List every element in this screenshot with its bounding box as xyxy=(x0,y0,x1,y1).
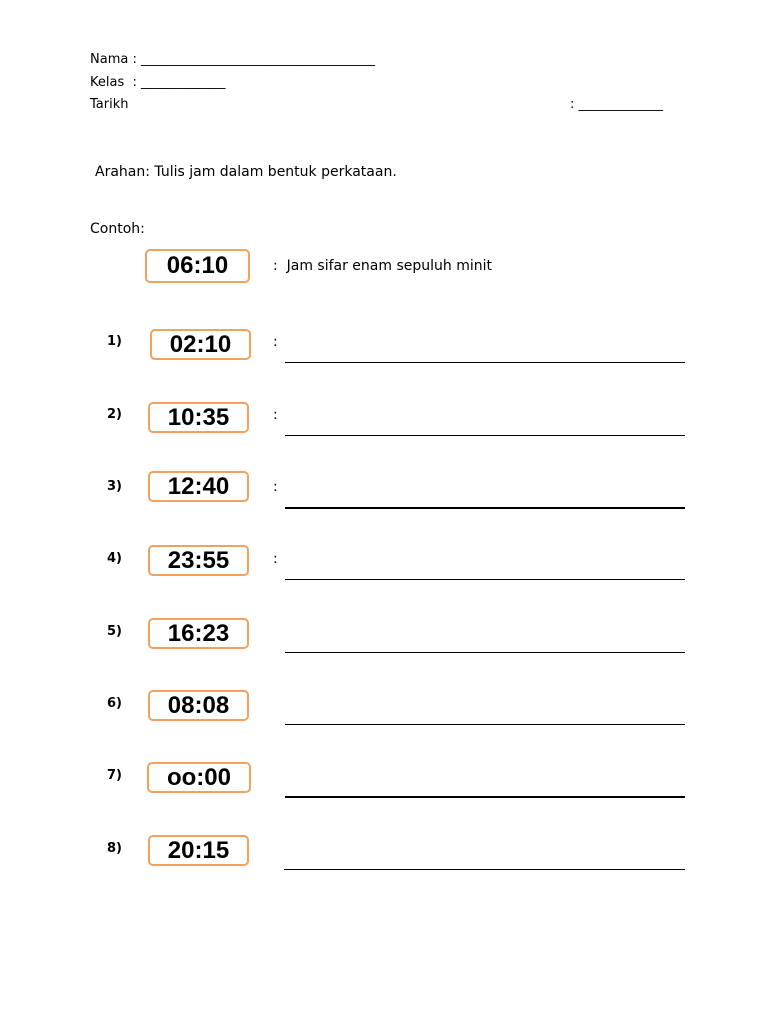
answer-line[interactable] xyxy=(285,796,685,798)
question-colon: : xyxy=(273,407,278,423)
question-number: 1) xyxy=(107,334,122,349)
question-number: 6) xyxy=(107,696,122,711)
name-field[interactable]: Nama : ____________________________________ xyxy=(90,52,375,67)
question-clock: 02:10 xyxy=(150,329,251,360)
question-number: 8) xyxy=(107,841,122,856)
question-clock: 20:15 xyxy=(148,835,249,866)
answer-line[interactable] xyxy=(285,579,685,580)
question-clock: 23:55 xyxy=(148,545,249,576)
class-field[interactable]: Kelas : _____________ xyxy=(90,75,226,90)
answer-line[interactable] xyxy=(285,362,685,363)
answer-line[interactable] xyxy=(285,507,685,509)
example-label: Contoh: xyxy=(90,221,145,237)
example-answer: : Jam sifar enam sepuluh minit xyxy=(273,258,492,274)
date-label: Tarikh xyxy=(90,97,129,112)
question-number: 4) xyxy=(107,551,122,566)
example-clock: 06:10 xyxy=(145,249,250,283)
question-colon: : xyxy=(273,334,278,350)
question-clock: 12:40 xyxy=(148,471,249,502)
question-clock: 10:35 xyxy=(148,402,249,433)
answer-line[interactable] xyxy=(285,435,685,436)
answer-line[interactable] xyxy=(285,652,685,653)
question-clock: 08:08 xyxy=(148,690,249,721)
question-colon: : xyxy=(273,479,278,495)
question-number: 5) xyxy=(107,624,122,639)
question-colon: : xyxy=(273,551,278,567)
instruction-text: Arahan: Tulis jam dalam bentuk perkataan. xyxy=(95,164,397,180)
answer-line[interactable] xyxy=(285,724,685,725)
date-field[interactable]: : _____________ xyxy=(570,97,664,112)
answer-line[interactable] xyxy=(284,869,685,870)
question-number: 7) xyxy=(107,768,122,783)
question-number: 3) xyxy=(107,479,122,494)
question-clock: oo:00 xyxy=(147,762,251,793)
question-number: 2) xyxy=(107,407,122,422)
question-clock: 16:23 xyxy=(148,618,249,649)
